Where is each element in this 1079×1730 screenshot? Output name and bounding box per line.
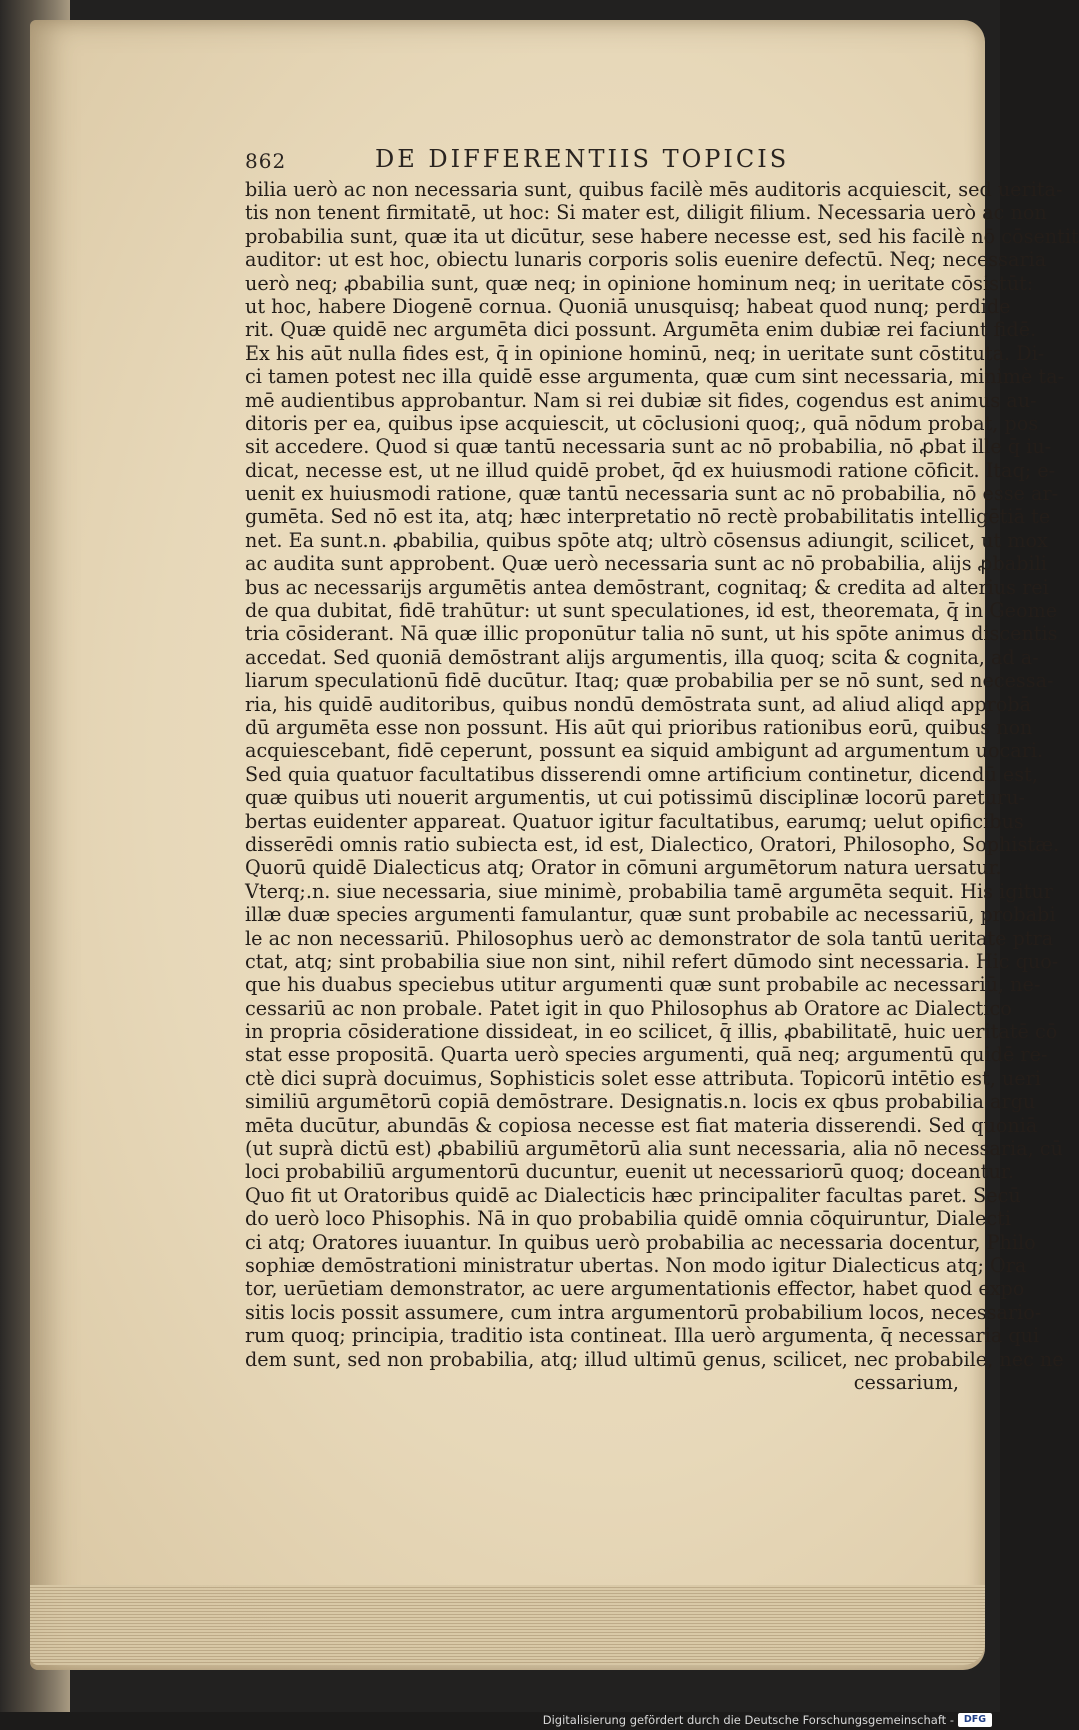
text-line: sophiæ demōstrationi ministratur ubertas. Non modo igitur Dialecticus atq; Ora <box>245 1253 1027 1277</box>
text-line: dem sunt, sed non probabilia, atq; illud ultimū genus, scilicet, nec probabile, nec ne <box>245 1347 1064 1371</box>
running-head <box>245 145 965 177</box>
text-line: quæ quibus uti nouerit argumentis, ut cui potissimū disciplinæ locorū pareturu- <box>245 786 1026 810</box>
text-line: acquiescebant, fidē ceperunt, possunt ea siquid ambigunt ad argumentum uocari. <box>245 739 1044 763</box>
text-line: probabilia sunt, quæ ita ut dicūtur, sese habere necesse est, sed his facilè nō cōsentit <box>245 224 1079 248</box>
text-line: ci tamen potest nec illa quidē esse argumenta, quæ cum sint necessaria, minimè ta- <box>245 365 1065 389</box>
text-line: net. Ea sunt.n. ꝓbabilia, quibus spōte atq; ultrò cōsensus adiungit, scilicet, ut mox <box>245 528 1048 552</box>
text-line: auditor: ut est hoc, obiectu lunaris corporis solis euenire defectū. Neq; necessaria <box>245 248 1047 272</box>
text-line: rum quoq; principia, traditio ista contineat. Illa uerò argumenta, q̄ necessaria qui <box>245 1324 1040 1348</box>
text-line: tis non tenent firmitatē, ut hoc: Si mater est, diligit filium. Necessaria uerò ac non <box>245 201 1047 225</box>
text-line: ditoris per ea, quibus ipse acquiescit, ut cōclusioni quoq;, quā nōdum probat, pos <box>245 411 1039 435</box>
text-line: ut hoc, habere Diogenē cornua. Quoniā unusquisq; habeat quod nunq; perdide <box>245 294 1011 318</box>
text-line: bilia uerò ac non necessaria sunt, quibus facilè mēs auditoris acquiescit, sed uerita- <box>245 178 1063 201</box>
text-line: ctat, atq; sint probabilia siue non sint, nihil refert dūmodo sint necessaria. Hic quo- <box>245 949 1059 973</box>
text-line: Quorū quidē Dialecticus atq; Orator in cōmuni argumētorum natura uersatur. <box>245 856 1002 880</box>
text-line: illæ duæ species argumenti famulantur, quæ sunt probabile ac necessariū, probabi <box>245 903 1056 927</box>
text-line: le ac non necessariū. Philosophus uerò ac demonstrator de sola tantū ueritate ptra <box>245 926 1054 950</box>
text-line: tria cōsiderant. Nā quæ illic proponūtur talia nō sunt, ut his spōte animus discentis <box>245 622 1058 646</box>
text-line: do uerò loco Phisophis. Nā in quo probabilia quidē omnia cōquiruntur, Dialecti <box>245 1207 1011 1231</box>
text-line: sitis locis possit assumere, cum intra argumentorū probabilium locos, necessario- <box>245 1300 1042 1324</box>
text-line: uerò neq; ꝓbabilia sunt, quæ neq; in opinione hominum neq; in ueritate cōsistūt: <box>245 271 1034 295</box>
text-line: ctè dici suprà docuimus, Sophisticis solet esse attributa. Topicorū intētio est, ueri <box>245 1066 1041 1090</box>
text-line: mēta ducūtur, abundās & copiosa necesse est fiat materia disserendi. Sed quoniā <box>245 1113 1038 1137</box>
text-line: rit. Quæ quidē nec argumēta dici possunt. Argumēta enim dubiæ rei faciunt fidē. <box>245 318 1037 342</box>
text-line: uenit ex huiusmodi ratione, quæ tantū necessaria sunt ac nō probabilia, nō esse ar- <box>245 482 1059 506</box>
text-line: ci atq; Oratores iuuantur. In quibus uerò probabilia ac necessaria docentur, Philo <box>245 1230 1036 1254</box>
text-line: bus ac necessarijs argumētis antea demōstrant, cognitaq; & credita ad alterius rei <box>245 575 1049 599</box>
text-line: disserēdi omnis ratio subiecta est, id est, Dialectico, Oratori, Philosopho, Sophistæ. <box>245 832 1060 856</box>
catchword: cessarium, <box>853 1370 959 1394</box>
text-line: ac audita sunt approbent. Quæ uerò necessaria sunt ac nō probabilia, alijs ꝓbabili <box>245 552 1047 576</box>
page-fore-edge <box>30 1585 985 1665</box>
text-line: Sed quia quatuor facultatibus disserendi omne artificium continetur, dicendū est, <box>245 762 1038 786</box>
text-line: que his duabus speciebus utitur argumenti quæ sunt probabile ac necessariū, ne- <box>245 973 1041 997</box>
text-line: de qua dubitat, fidē trahūtur: ut sunt speculationes, id est, theoremata, q̄ in Geome <box>245 599 1058 623</box>
text-line: accedat. Sed quoniā demōstrant alijs argumentis, illa quoq; scita & cognita, ad a- <box>245 645 1039 669</box>
text-body <box>245 178 1079 1394</box>
text-line: cessariū ac non probale. Patet igit in quo Philosophus ab Oratore ac Dialectico <box>245 996 1012 1020</box>
text-line: mē audientibus approbantur. Nam si rei dubiæ sit fides, cogendus est animus au- <box>245 388 1037 412</box>
text-line: Ex his aūt nulla fides est, q̄ in opinione hominū, neq; in ueritate sunt cōstituta. Di- <box>245 341 1045 365</box>
text-line: Quo fit ut Oratoribus quidē ac Dialecticis hæc principaliter facultas paret. Secū <box>245 1183 1021 1207</box>
text-line: stat esse propositā. Quarta uerò species argumenti, quā neq; argumentū quidē re- <box>245 1043 1048 1067</box>
digitization-credit: Digitalisierung gefördert durch die Deutsche Forschungsgemeinschaft - <box>542 1713 954 1727</box>
text-line: in propria cōsideratione dissideat, in eo scilicet, q̄ illis, ꝓbabilitatē, huic ueritatē cō <box>245 1020 1058 1044</box>
running-title: DE DIFFERENTIIS TOPICIS <box>375 145 790 173</box>
text-line: Vterq;.n. siue necessaria, siue minimè, probabilia tamē argumēta sequit. His igitur <box>245 879 1053 903</box>
text-line: similiū argumētorū copiā demōstrare. Designatis.n. locis ex qbus probabilia argu <box>245 1090 1036 1114</box>
text-line: sit accedere. Quod si quæ tantū necessaria sunt ac nō probabilia, nō ꝓbat ille q̄ iu- <box>245 435 1052 459</box>
text-line: dicat, necesse est, ut ne illud quidē probet, q̄d ex huiusmodi ratione cōficit. Itaq; e- <box>245 458 1056 482</box>
text-line: ria, his quidē auditoribus, quibus nondū demōstrata sunt, ad aliud aliqd approbā <box>245 692 1032 716</box>
page-number: 862 <box>245 149 287 173</box>
text-line: loci probabiliū argumentorū ducuntur, euenit ut necessariorū quoq; doceantur. <box>245 1160 1015 1184</box>
text-line: dū argumēta esse non possunt. His aūt qui prioribus rationibus eorū, quibus non <box>245 715 1033 739</box>
text-line: liarum speculationū fidē ducūtur. Itaq; quæ probabilia per se nō sunt, sed necessa- <box>245 669 1054 693</box>
text-line: gumēta. Sed nō est ita, atq; hæc interpretatio nō rectè probabilitatis intelligētiā te <box>245 505 1051 529</box>
text-line: (ut suprà dictū est) ꝓbabiliū argumētorū alia sunt necessaria, alia nō necessaria, cū <box>245 1137 1063 1161</box>
text-line: tor, uerūetiam demonstrator, ac uere argumentationis effector, habet quod expo <box>245 1277 1025 1301</box>
text-line: bertas euidenter appareat. Quatuor igitur facultatibus, earumq; uelut opificibus <box>245 809 1024 833</box>
dfg-logo: DFG <box>958 1713 992 1727</box>
